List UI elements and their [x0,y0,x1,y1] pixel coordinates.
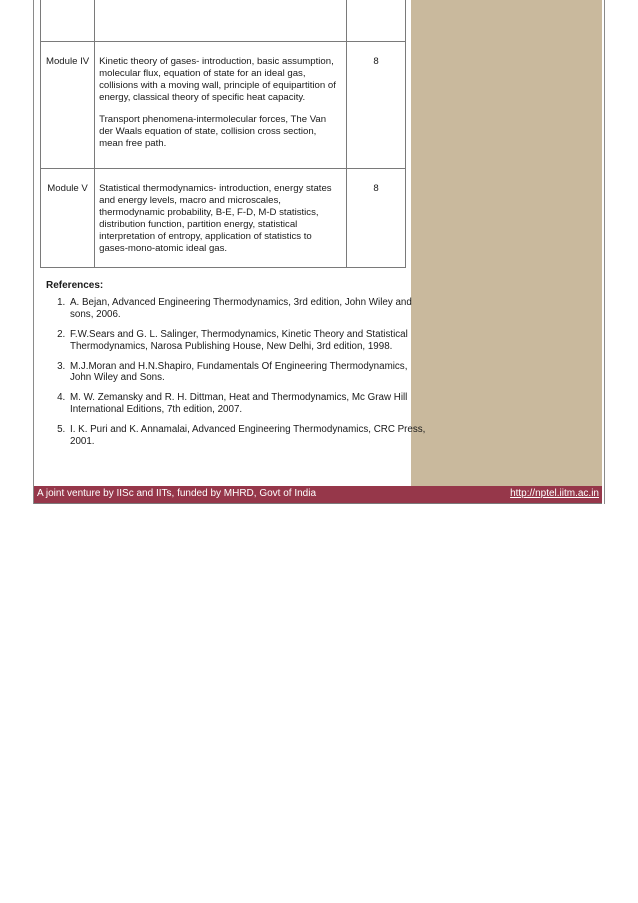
nptel-link[interactable]: http://nptel.iitm.ac.in [510,488,599,499]
description-paragraph: Transport phenomena-intermolecular forces, The Van der Waals equation of state, collision cross section, mean free path. [99,114,327,149]
references-heading: References: [46,280,104,291]
description-paragraph: Kinetic theory of gases- introduction, basic assumption, molecular flux, equation of state for an ideal gas, collisions with a moving wall, principle of equipartition of energy, classical theory of specific heat capacity. [99,56,336,103]
main-content [34,0,426,486]
hours-cell [347,0,406,42]
footer-credit: A joint venture by IISc and IITs, funded by MHRD, Govt of India [37,488,317,499]
list-item: 5. I. K. Puri and K. Annamalai, Advanced Engineering Thermodynamics, CRC Press, 2001. [68,424,430,447]
module-cell: Module IV [41,42,95,169]
list-item: 4. M. W. Zemansky and R. H. Dittman, Heat and Thermodynamics, Mc Graw Hill International Editions, 7th edition, 2007. [68,392,430,415]
right-sidebar [411,0,602,486]
description-cell [95,0,347,42]
table-row [41,169,406,268]
description-cell [95,42,347,169]
table-row [41,0,406,42]
list-item: 1. A. Bejan, Advanced Engineering Thermodynamics, 3rd edition, John Wiley and sons, 2006. [68,297,430,320]
description-cell [95,169,347,268]
footer-bar [34,486,602,504]
description-paragraph: Statistical thermodynamics- introduction, energy states and energy levels, macro and microscales, thermodynamic probability, B-E, F-D, M-D statistics, distribution function, partition energy, statistical interpretation of entropy, application of statistics to gases-mono-atomic ideal gas. [99,183,332,254]
module-cell: Module V [41,169,95,268]
list-item: 2. F.W.Sears and G. L. Salinger, Thermodynamics, Kinetic Theory and Statistical Thermodynamics, Narosa Publishing House, New Delhi, 3rd edition, 1998. [68,329,430,352]
module-cell [41,0,95,42]
table-row [41,42,406,169]
hours-cell: 8 [347,42,406,169]
hours-cell: 8 [347,169,406,268]
references-list [45,297,430,448]
syllabus-table [40,0,406,268]
list-item: 3. M.J.Moran and H.N.Shapiro, Fundamentals Of Engineering Thermodynamics, John Wiley and Sons. [68,361,430,384]
